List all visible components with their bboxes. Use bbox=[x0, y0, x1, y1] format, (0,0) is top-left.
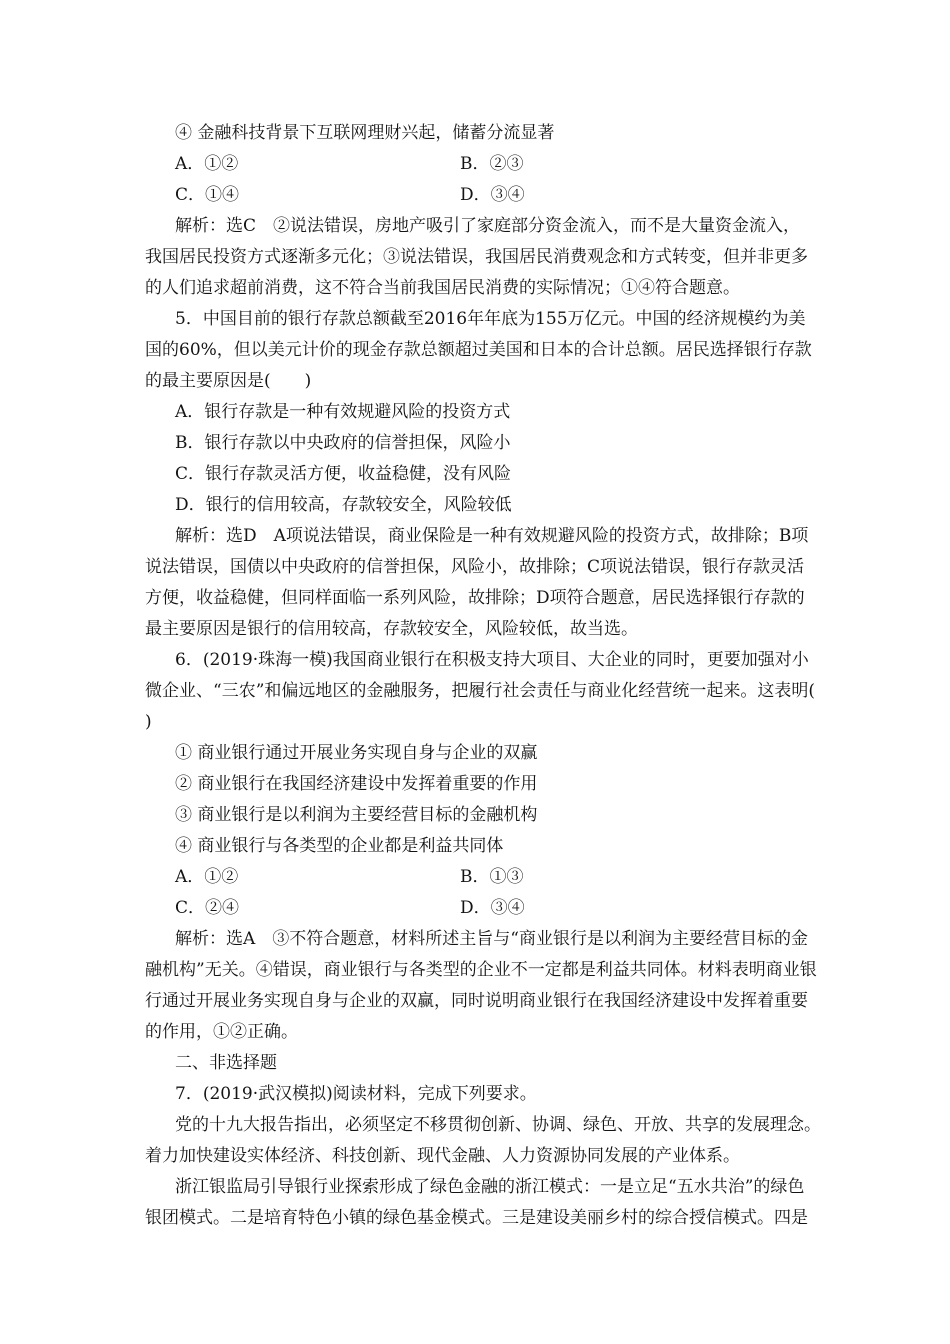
q7-stem: 7．(2019·武汉模拟)阅读材料，完成下列要求。 bbox=[175, 1084, 537, 1104]
q5-stem-line: 5．中国目前的银行存款总额截至2016年年底为155万亿元。中国的经济规模约为美 bbox=[175, 309, 806, 329]
q5-analysis-line: 说法错误，国债以中央政府的信誉担保，风险小，故排除；C项说法错误，银行存款灵活 bbox=[145, 557, 805, 577]
q4-item-4: ④ 金融科技背景下互联网理财兴起，储蓄分流显著 bbox=[175, 123, 555, 143]
q5-analysis-line: 解析：选D A项说法错误，商业保险是一种有效规避风险的投资方式，故排除；B项 bbox=[175, 526, 809, 546]
q6-stem-line: 6．(2019·珠海一模)我国商业银行在积极支持大项目、大企业的同时，更要加强对小 bbox=[175, 650, 809, 670]
q5-option-b: B．银行存款以中央政府的信誉担保，风险小 bbox=[175, 433, 511, 453]
q6-stem-line: 微企业、“三农”和偏远地区的金融服务，把履行社会责任与商业化经营统一起来。这表明( bbox=[145, 681, 816, 701]
q6-analysis-line: 解析：选A ③不符合题意，材料所述主旨与“商业银行是以利润为主要经营目标的金 bbox=[175, 929, 808, 949]
q5-analysis-line: 方便，收益稳健，但同样面临一系列风险，故排除；D项符合题意，居民选择银行存款的 bbox=[145, 588, 805, 608]
q6-analysis-line: 行通过开展业务实现自身与企业的双赢，同时说明商业银行在我国经济建设中发挥着重要 bbox=[145, 991, 808, 1011]
q5-analysis-line: 最主要原因是银行的信用较高，存款较安全，风险较低，故当选。 bbox=[145, 619, 638, 639]
q4-option-a: A．①② bbox=[175, 154, 239, 174]
q6-option-a: A．①② bbox=[175, 867, 239, 887]
q7-paragraph-line: 着力加快建设实体经济、科技创新、现代金融、人力资源协同发展的产业体系。 bbox=[145, 1146, 740, 1166]
q4-option-d: D．③④ bbox=[460, 185, 525, 205]
q7-paragraph-line: 银团模式。二是培育特色小镇的绿色基金模式。三是建设美丽乡村的综合授信模式。四是 bbox=[145, 1208, 808, 1228]
q6-option-d: D．③④ bbox=[460, 898, 525, 918]
q5-option-a: A．银行存款是一种有效规避风险的投资方式 bbox=[175, 402, 511, 422]
q4-option-b: B．②③ bbox=[460, 154, 524, 174]
q6-item-4: ④ 商业银行与各类型的企业都是利益共同体 bbox=[175, 836, 504, 856]
q6-analysis-line: 融机构”无关。④错误，商业银行与各类型的企业不一定都是利益共同体。材料表明商业银 bbox=[145, 960, 817, 980]
q6-item-3: ③ 商业银行是以利润为主要经营目标的金融机构 bbox=[175, 805, 538, 825]
q6-stem-line: ) bbox=[145, 712, 152, 732]
q4-analysis-line: 解析：选C ②说法错误，房地产吸引了家庭部分资金流入，而不是大量资金流入， bbox=[175, 216, 801, 236]
q6-item-2: ② 商业银行在我国经济建设中发挥着重要的作用 bbox=[175, 774, 538, 794]
q4-analysis-line: 我国居民投资方式逐渐多元化；③说法错误，我国居民消费观念和方式转变，但并非更多 bbox=[145, 247, 808, 267]
q6-option-c: C．②④ bbox=[175, 898, 240, 918]
q7-paragraph-line: 浙江银监局引导银行业探索形成了绿色金融的浙江模式：一是立足“五水共治”的绿色 bbox=[175, 1177, 805, 1197]
q5-option-c: C．银行存款灵活方便，收益稳健，没有风险 bbox=[175, 464, 512, 484]
section-heading: 二、非选择题 bbox=[175, 1053, 277, 1073]
q4-option-c: C．①④ bbox=[175, 185, 240, 205]
q7-paragraph-line: 党的十九大报告指出，必须坚定不移贯彻创新、协调、绿色、开放、共享的发展理念。 bbox=[175, 1115, 821, 1135]
q5-stem-line: 国的60%，但以美元计价的现金存款总额超过美国和日本的合计总额。居民选择银行存款 bbox=[145, 340, 812, 360]
q5-option-d: D．银行的信用较高，存款较安全，风险较低 bbox=[175, 495, 512, 515]
q6-analysis-line: 的作用，①②正确。 bbox=[145, 1022, 298, 1042]
q5-stem-line: 的最主要原因是( ) bbox=[145, 371, 312, 391]
q6-item-1: ① 商业银行通过开展业务实现自身与企业的双赢 bbox=[175, 743, 538, 763]
q6-option-b: B．①③ bbox=[460, 867, 524, 887]
q4-analysis-line: 的人们追求超前消费，这不符合当前我国居民消费的实际情况；①④符合题意。 bbox=[145, 278, 740, 298]
